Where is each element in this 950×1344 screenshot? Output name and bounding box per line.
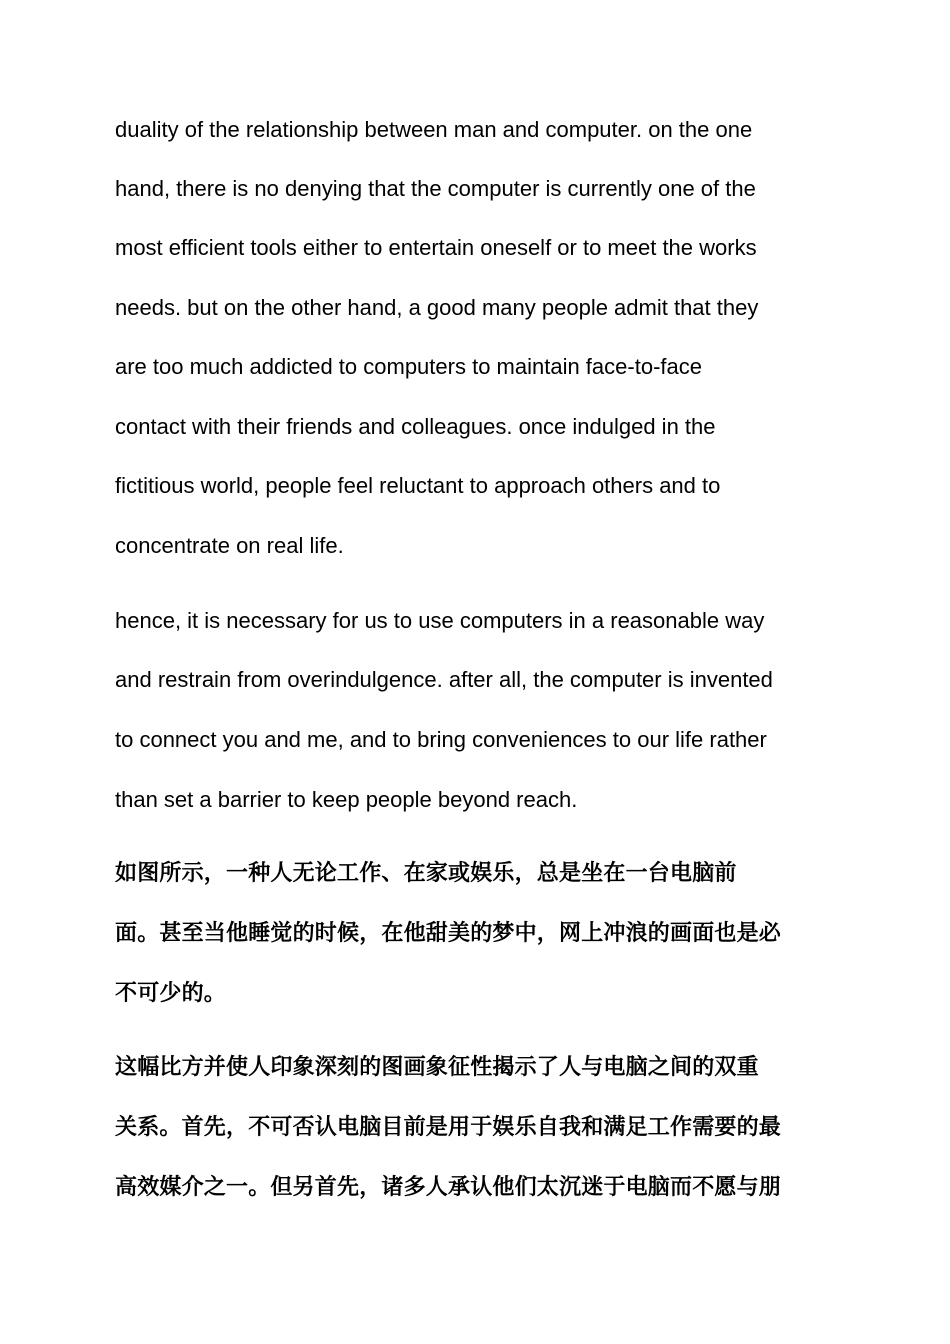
text-line: fictitious world, people feel reluctant to approach others and to	[115, 473, 721, 498]
text-line: duality of the relationship between man and computer. on the one	[115, 117, 753, 142]
text-line: 关系。首先，不可否认电脑目前是用于娱乐自我和满足工作需要的最	[115, 1115, 782, 1140]
text-line: hence, it is necessary for us to use computers in a reasonable way	[115, 608, 765, 633]
text-line: contact with their friends and colleagues. once indulged in the	[115, 414, 716, 439]
text-line: to connect you and me, and to bring conveniences to our life rather	[115, 727, 767, 752]
text-line: than set a barrier to keep people beyond reach.	[115, 787, 578, 812]
text-line: 面。甚至当他睡觉的时候，在他甜美的梦中，网上冲浪的画面也是必	[115, 921, 782, 946]
text-line: are too much addicted to computers to maintain face-to-face	[115, 354, 702, 379]
text-line: 不可少的。	[115, 981, 227, 1006]
text-line: and restrain from overindulgence. after all, the computer is invented	[115, 667, 773, 692]
text-line: hand, there is no denying that the computer is currently one of the	[115, 176, 756, 201]
text-line: 这幅比方并使人印象深刻的图画象征性揭示了人与电脑之间的双重	[115, 1055, 759, 1080]
text-line: concentrate on real life.	[115, 533, 344, 558]
text-line: needs. but on the other hand, a good many people admit that they	[115, 295, 759, 320]
text-line: 高效媒介之一。但另首先，诸多人承认他们太沉迷于电脑而不愿与朋	[115, 1175, 782, 1200]
text-line: 如图所示，一种人无论工作、在家或娱乐，总是坐在一台电脑前	[115, 861, 737, 886]
text-line: most efficient tools either to entertain oneself or to meet the works	[115, 235, 757, 260]
